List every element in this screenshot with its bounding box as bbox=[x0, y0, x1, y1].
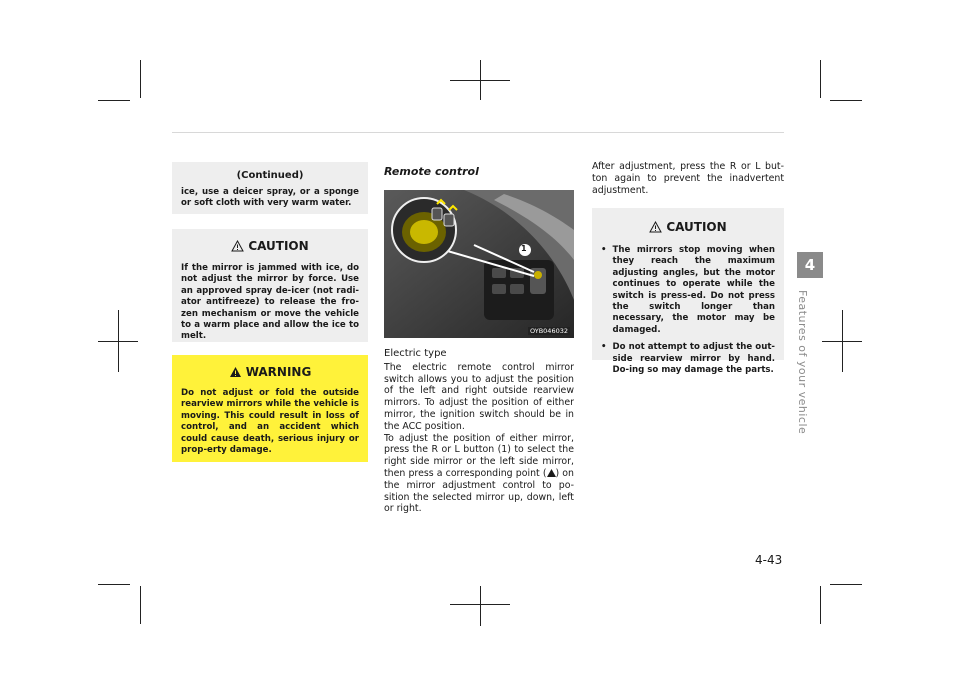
paragraph-adjust bbox=[384, 433, 574, 516]
chapter-tab: 4 bbox=[797, 252, 823, 278]
photo-callout-number: 1 bbox=[521, 244, 527, 253]
bullet-dot: • bbox=[601, 245, 607, 255]
caution-bullet-text: Do not attempt to adjust the out-side rearview mirror by hand. Do-ing so may damage the parts. bbox=[612, 342, 775, 376]
photo-code: OYB046032 bbox=[529, 327, 568, 335]
middle-text-block bbox=[384, 348, 574, 515]
continued-text: ice, use a deicer spray, or a sponge or soft cloth with very warm water. bbox=[181, 187, 359, 209]
electric-type-subheading: Electric type bbox=[384, 348, 447, 359]
caution-heading-text-left: CAUTION bbox=[248, 239, 309, 253]
triangle-point-icon bbox=[547, 469, 556, 477]
chapter-label-vertical bbox=[796, 290, 820, 435]
caution-heading-right bbox=[601, 220, 775, 234]
caution-text-left: If the mirror is jammed with ice, do not adjust the mirror by force. Use an approved spray de-icer (not radi-ator antifreeze) to release the fro-zen mechanism or move the vehicle to a warm place and allow the ice to melt. bbox=[181, 263, 359, 342]
caution-triangle-icon bbox=[231, 240, 244, 252]
warning-text: Do not adjust or fold the outside rearview mirrors while the vehicle is moving. This could result in loss of control, and an accident which could cause death, serious injury or prop-erty damage. bbox=[181, 388, 359, 456]
paragraph-electric: The electric remote control mirror switch allows you to adjust the position of the left and right outside rearview mirrors. To adjust the position of either mirror, the ignition switch should be in the ACC position. bbox=[384, 361, 574, 432]
header-rule bbox=[172, 132, 784, 133]
paragraph-adjust-part1: To adjust the position of either mirror, press the R or L button (1) to select the right side mirror or the left side mirror, then press a corresponding point ( bbox=[384, 432, 574, 479]
chapter-label-text: Features of your vehicle bbox=[796, 290, 809, 435]
caution-bullet bbox=[601, 342, 775, 376]
warning-heading-text: WARNING bbox=[245, 365, 312, 379]
section-title: Remote control bbox=[384, 165, 479, 178]
paragraph-adjust-part2: ) on the mirror adjustment control to po-sition the selected mirror up, down, left or right. bbox=[384, 467, 574, 515]
warning-heading bbox=[181, 365, 359, 379]
mirror-switch-photo bbox=[384, 190, 574, 338]
mirror-switch-illustration bbox=[384, 190, 574, 338]
warning-triangle-icon bbox=[229, 366, 242, 378]
caution-bullet bbox=[601, 245, 775, 336]
caution-box-left bbox=[172, 229, 368, 342]
caution-heading-left bbox=[181, 239, 359, 253]
warning-box bbox=[172, 355, 368, 462]
caution-box-right bbox=[592, 208, 784, 376]
caution-triangle-icon bbox=[649, 221, 662, 233]
after-adjustment-paragraph: After adjustment, press the R or L but-ton again to prevent the inadvertent adjustment. bbox=[592, 161, 784, 196]
caution-bullet-text: The mirrors stop moving when they reach the maximum adjusting angles, but the motor continues to operate while the switch is press-ed. Do not press the switch longer than necessary, the motor may be damaged. bbox=[612, 245, 775, 335]
continued-heading: (Continued) bbox=[236, 170, 304, 181]
continued-box bbox=[172, 162, 368, 214]
page-number: 4-43 bbox=[755, 553, 783, 567]
bullet-dot: • bbox=[601, 342, 607, 353]
caution-heading-text-right: CAUTION bbox=[666, 220, 727, 234]
